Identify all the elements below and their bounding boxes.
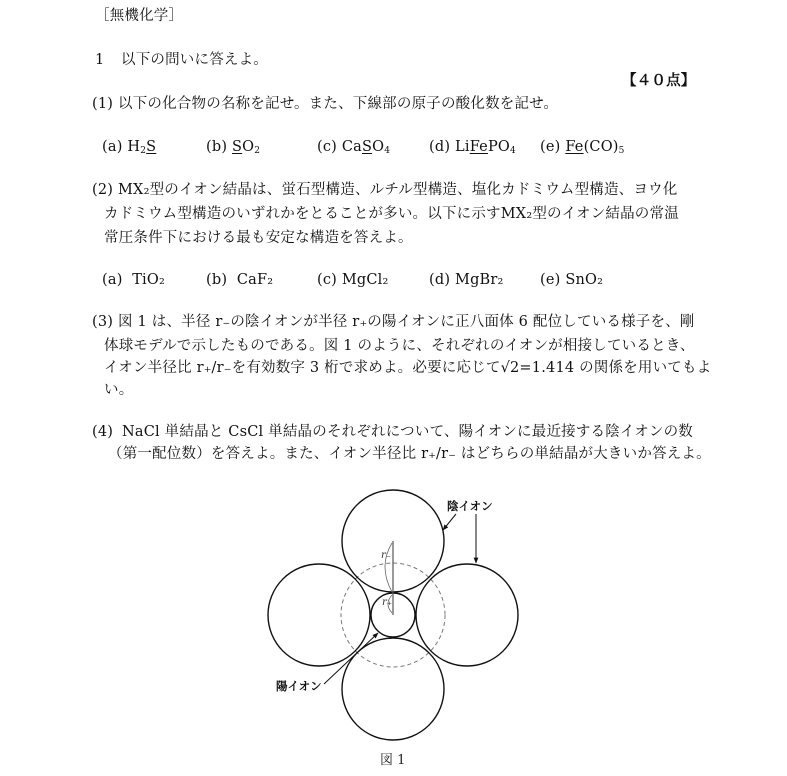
r-minus-label: r₋ (381, 550, 392, 561)
r-plus-label: r₊ (382, 597, 393, 608)
question-prompt: 以下の問いに答えよ。 (121, 52, 268, 68)
q3-line-1: 図 1 は、半径 r₋の陰イオンが半径 r₊の陽イオンに正八面体 6 配位している様子を、剛 (118, 314, 695, 330)
figure-caption: 図 1 (380, 753, 406, 768)
q1-option-d: (d) LiFePO$_4$ (429, 139, 516, 156)
q4-label: (4) (92, 424, 114, 440)
section-title: ［無機化学］ (95, 8, 184, 24)
q4-line-1: NaCl 単結晶と CsCl 単結晶のそれぞれについて、陽イオンに最近接する陰イオンの数 (122, 424, 694, 440)
q2-line-1: MX₂型のイオン結晶は、蛍石型構造、ルチル型構造、塩化カドミウム型構造、ヨウ化 (118, 182, 678, 198)
q3-line-3: イオン半径比 r₊/r₋を有効数字 3 桁で求めよ。必要に応じて√2=1.414 の関係を用いてもよ (104, 360, 712, 376)
q2-option-a: (a) TiO₂ (102, 272, 165, 288)
q1-option-e: (e) $Fe(CO)_5$ (540, 139, 625, 156)
anion-label: 陰イオン (447, 499, 493, 513)
q3-line-4: い。 (104, 382, 134, 398)
q2-option-d: (d) MgBr₂ (429, 272, 504, 288)
q2-option-b: (b) CaF₂ (206, 272, 274, 288)
q1-label: (1) (92, 96, 114, 112)
q1-option-a: (a) $H_2S$ (102, 139, 157, 156)
q2-option-c: (c) MgCl₂ (317, 272, 389, 288)
anion-bottom (342, 638, 444, 740)
q3-label: (3) (92, 314, 114, 330)
anion-left (268, 564, 370, 666)
cation-label: 陽イオン (276, 679, 322, 693)
q1-text: 以下の化合物の名称を記せ。また、下線部の原子の酸化数を記せ。 (118, 96, 559, 112)
q2-line-3: 常圧条件下における最も安定な構造を答えよ。 (104, 230, 413, 246)
question-number: 1 (95, 52, 105, 68)
points-badge: 【４０点】 (622, 72, 696, 89)
cation-arrow (324, 633, 378, 684)
anion-arrow-1 (443, 514, 456, 530)
q2-line-2: カドミウム型構造のいずれかをとることが多い。以下に示すMX₂型のイオン結晶の常温 (104, 206, 679, 222)
q2-label: (2) (92, 182, 114, 198)
q3-line-2: 体球モデルで示したものである。図 1 のように、それぞれのイオンが相接しているとき、 (104, 338, 695, 354)
q1-option-c: (c) CaSO$_4$ (317, 139, 391, 156)
q1-option-b: (b) $SO_2$ (206, 139, 261, 156)
q2-option-e: (e) SnO₂ (540, 272, 604, 288)
q4-line-2: （第一配位数）を答えよ。また、イオン半径比 r₊/r₋ はどちらの単結晶が大きいか答えよ。 (108, 446, 711, 462)
anion-right (416, 564, 518, 666)
